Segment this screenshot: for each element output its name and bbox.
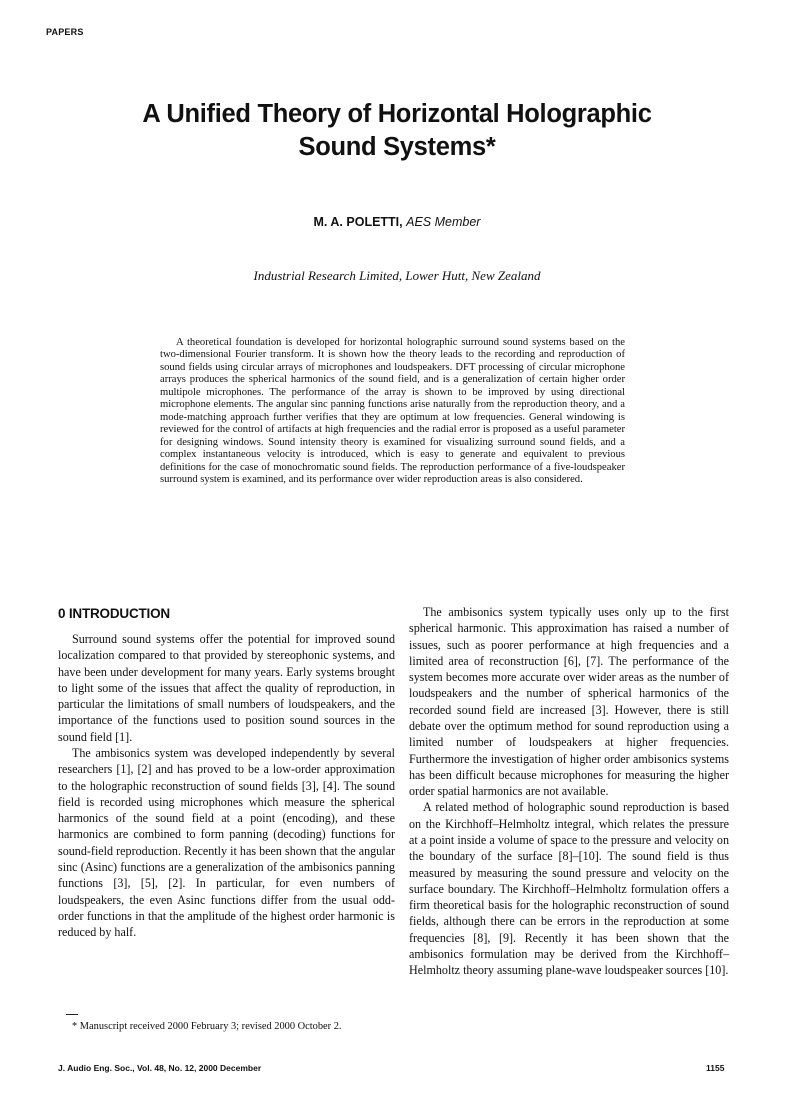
footnote-rule xyxy=(66,1014,78,1015)
journal-reference: J. Audio Eng. Soc., Vol. 48, No. 12, 2000 December xyxy=(58,1063,262,1073)
body-paragraph: The ambisonics system typically uses only up to the first spherical harmonic. This approximation has raised a number of issues, such as poorer performance at high frequencies and a limited area of reconstruction [6], [7]. The performance of the system becomes more accurate over wider areas as the number of loudspeakers and the number of spherical harmonics of the recorded sound field are increased [3]. However, there is still debate over the optimum method for sound reproduction using a limited number of loudspeakers at higher frequencies. Furthermore the investigation of higher order ambisonics systems has been difficult because microphones for measuring the higher order spatial harmonics are not available. xyxy=(409,605,729,799)
author-name: M. A. POLETTI, xyxy=(313,215,403,229)
author-role: AES Member xyxy=(406,215,481,229)
abstract: A theoretical foundation is developed for horizontal holographic surround sound systems based on the two-dimensional Fourier transform. It is shown how the theory leads to the recording and reproduction of sound fields using circular arrays of microphones and loudspeakers. DFT processing of circular microphone arrays produces the spherical harmonics of the sound field, and is a generalization of certain higher order multipole microphones. The performance of the array is shown to be improved by using directional microphone elements. The angular sinc panning functions arise naturally from the reproduction theory, and a mode-matching approach further verifies that they are optimum at low frequencies. General windowing is reviewed for the control of artifacts at high frequencies and the radial error is proposed as a useful parameter for designing windows. Sound intensity theory is examined for visualizing surround sound fields, and a complex instantaneous velocity is introduced, which is easy to generate and equivalent to previous definitions for the case of monochromatic sound fields. The reproduction performance of a five-loudspeaker surround system is examined, and its performance over wider reproduction areas is also considered. xyxy=(160,337,625,485)
page-number: 1155 xyxy=(706,1063,725,1073)
body-paragraph: A related method of holographic sound reproduction is based on the Kirchhoff–Helmholtz integral, which relates the pressure at a point inside a volume of space to the pressure and velocity on the boundary of the surface [8]–[10]. The sound field is thus measured by measuring the sound pressure and velocity on the surface boundary. The Kirchhoff–Helmholtz formulation offers a firm theoretical basis for the holographic reconstruction of sound fields, although there can be errors in the reproduction at some frequencies [8], [9]. Recently it has been shown that the ambisonics formulation may be derived from the Kirchhoff–Helmholtz theory assuming plane-wave loudspeaker sources [10]. xyxy=(409,800,729,978)
paper-title xyxy=(0,98,794,164)
body-column-left xyxy=(58,606,395,940)
footnote: * Manuscript received 2000 February 3; revised 2000 October 2. xyxy=(72,1021,342,1032)
body-paragraph: Surround sound systems offer the potential for improved sound localization compared to that provided by stereophonic systems, and have been under development for many years. Early systems brought to light some of the issues that affect the quality of reproduction, in particular the limitations of small numbers of loudspeakers, and the importance of the functions used to position sound sources in the sound field [1]. xyxy=(58,632,395,744)
title-line-2: Sound Systems* xyxy=(298,133,496,161)
affiliation: Industrial Research Limited, Lower Hutt, New Zealand xyxy=(253,268,541,283)
title-line-1: A Unified Theory of Horizontal Holographic xyxy=(142,100,652,128)
author-line xyxy=(0,215,794,229)
section-label: PAPERS xyxy=(46,27,84,37)
section-heading: 0 INTRODUCTION xyxy=(58,606,170,621)
body-column-right xyxy=(409,604,729,978)
body-paragraph: The ambisonics system was developed independently by several researchers [1], [2] and has proved to be a low-order approximation to the holographic reconstruction of sound fields [3], [4]. The sound field is recorded using microphones which measure the spherical harmonics of the sound field at a point (encoding), and these harmonics are combined to form panning (decoding) functions for sound-field reproduction. Recently it has been shown that the angular sinc (Asinc) functions are a generalization of the ambisonics panning functions [3], [5], [2]. In particular, for even numbers of loudspeakers, the even Asinc functions differ from the usual odd-order functions in that the amplitude of the highest order harmonic is reduced by half. xyxy=(58,745,395,940)
